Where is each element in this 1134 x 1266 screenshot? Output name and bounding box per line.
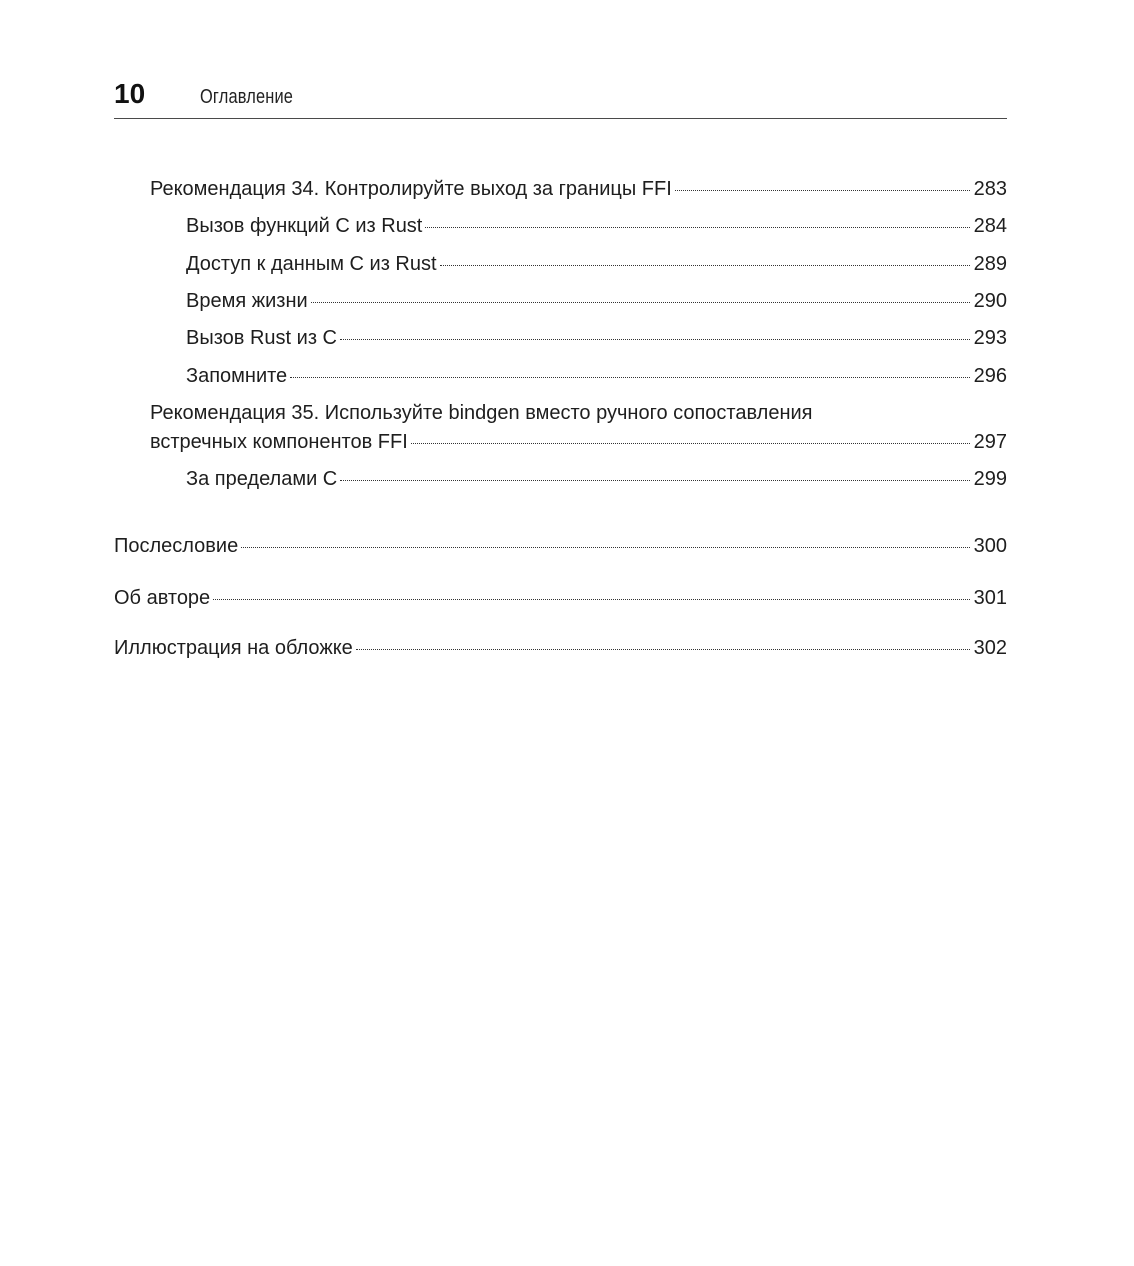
toc-entry-rec35-sub1[interactable] [186, 467, 1007, 491]
page-header [114, 72, 1007, 119]
toc-entry-title: Вызов функций C из Rust [186, 215, 423, 237]
dot-leader [440, 265, 970, 266]
toc-entry-afterword[interactable] [114, 534, 1007, 558]
toc-entry-title: Об авторе [114, 587, 211, 609]
dot-leader [411, 443, 970, 444]
toc-entry-title: Доступ к данным C из Rust [186, 253, 437, 275]
toc-entry-rec34-sub1[interactable] [186, 214, 1007, 238]
toc-entry-rec34-sub2[interactable] [186, 252, 1007, 276]
toc-entry-page: 297 [973, 431, 1007, 453]
toc-entry-page: 293 [973, 327, 1007, 349]
dot-leader [241, 547, 969, 548]
toc-entry-rec35-line1[interactable]: Рекомендация 35. Используйте bindgen вместо ручного сопоставления [150, 402, 813, 424]
dot-leader [311, 302, 970, 303]
toc-entry-about-author[interactable] [114, 586, 1007, 610]
toc-entry-page: 283 [973, 178, 1007, 200]
toc-entry-page: 299 [973, 468, 1007, 490]
toc-entry-page: 302 [973, 637, 1007, 659]
dot-leader [290, 377, 969, 378]
toc-entry-rec34-sub4[interactable] [186, 326, 1007, 350]
page-number: 10 [114, 78, 146, 109]
toc-entry-rec34[interactable] [150, 177, 1007, 201]
dot-leader [675, 190, 970, 191]
toc-entry-title: За пределами C [186, 468, 338, 490]
toc-entry-cover-illustration[interactable] [114, 636, 1007, 660]
toc-entry-page: 289 [973, 253, 1007, 275]
toc-entry-title: Иллюстрация на обложке [114, 637, 353, 659]
toc-entry-page: 296 [973, 365, 1007, 387]
toc-entry-title: Запомните [186, 365, 288, 387]
running-head: Оглавление [200, 86, 294, 108]
toc-entry-rec34-sub3[interactable] [186, 289, 1007, 313]
dot-leader [356, 649, 970, 650]
dot-leader [425, 227, 969, 228]
toc-entry-page: 300 [973, 535, 1007, 557]
toc-entry-rec34-sub5[interactable] [186, 364, 1007, 388]
toc-entry-rec35[interactable] [150, 430, 1007, 454]
dot-leader [213, 599, 969, 600]
toc-entry-page: 290 [973, 290, 1007, 312]
toc-entry-title: Рекомендация 34. Контролируйте выход за границы FFI [150, 178, 672, 200]
toc-entry-title: Вызов Rust из C [186, 327, 337, 349]
toc-entry-page: 284 [973, 215, 1007, 237]
toc-entry-title: Послесловие [114, 535, 239, 557]
dot-leader [340, 339, 970, 340]
toc-entry-title: встречных компонентов FFI [150, 431, 408, 453]
toc-entry-title: Время жизни [186, 290, 308, 312]
dot-leader [340, 480, 969, 481]
toc-entry-page: 301 [973, 587, 1007, 609]
